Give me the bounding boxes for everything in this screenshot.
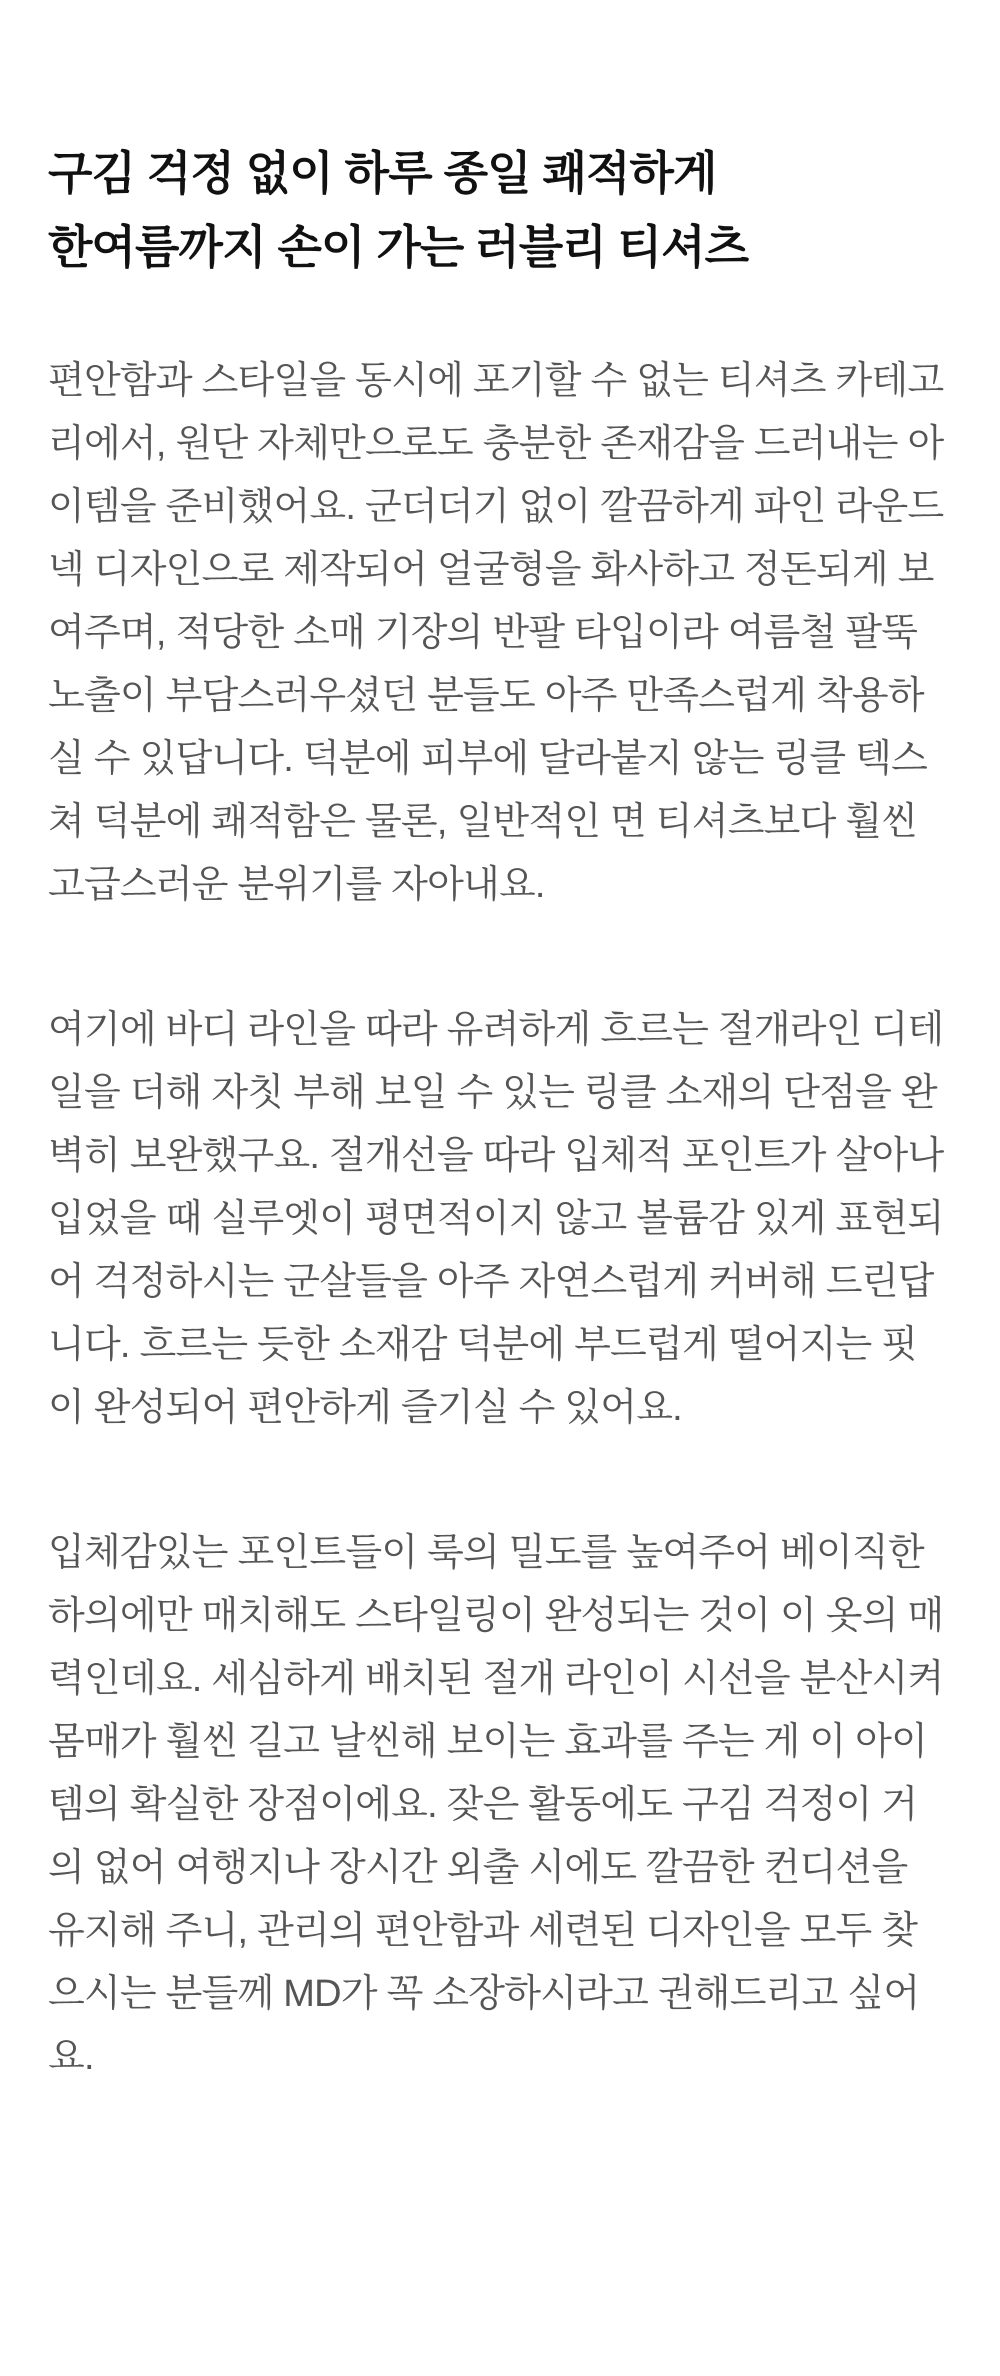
- description-paragraph-2: 여기에 바디 라인을 따라 유려하게 흐르는 절개라인 디테일을 더해 자칫 부해 보일 수 있는 링클 소재의 단점을 완벽히 보완했구요. 절개선을 따라 입체적 포인트가 살아나 입었을 때 실루엣이 평면적이지 않고 볼륨감 있게 표현되어 걱정하시는 군살들을 아주 자연스럽게 커버해 드린답니다. 흐르는 듯한 소재감 덕분에 부드럽게 떨어지는 핏이 완성되어 편안하게 즐기실 수 있어요.: [48, 1009, 944, 1430]
- page-title-line-1: 구김 걱정 없이 하루 종일 쾌적하게: [48, 147, 717, 199]
- description-paragraph-1: 편안함과 스타일을 동시에 포기할 수 없는 티셔츠 카테고리에서, 원단 자체만으로도 충분한 존재감을 드러내는 아이템을 준비했어요. 군더더기 없이 깔끔하게 파인 라운드넥 디자인으로 제작되어 얼굴형을 화사하고 정돈되게 보여주며, 적당한 소매 기장의 반팔 타입이라 여름철 팔뚝 노출이 부담스러우셨던 분들도 아주 만족스럽게 착용하실 수 있답니다. 덕분에 피부에 달라붙지 않는 링클 텍스쳐 덕분에 쾌적함은 물론, 일반적인 면 티셔츠보다 훨씬 고급스러운 분위기를 자아내요.: [48, 360, 944, 907]
- description-paragraph-3: 입체감있는 포인트들이 룩의 밀도를 높여주어 베이직한 하의에만 매치해도 스타일링이 완성되는 것이 이 옷의 매력인데요. 세심하게 배치된 절개 라인이 시선을 분산시켜 몸매가 훨씬 길고 날씬해 보이는 효과를 주는 게 이 아이템의 확실한 장점이에요. 잦은 활동에도 구김 걱정이 거의 없어 여행지나 장시간 외출 시에도 깔끔한 컨디션을 유지해 주니, 관리의 편안함과 세련된 디자인을 모두 찾으시는 분들께 MD가 꼭 소장하시라고 권해드리고 싶어요.: [48, 1532, 944, 2079]
- page-title: [48, 137, 952, 284]
- page-title-line-2: 한여름까지 손이 가는 러블리 티셔츠: [48, 220, 749, 273]
